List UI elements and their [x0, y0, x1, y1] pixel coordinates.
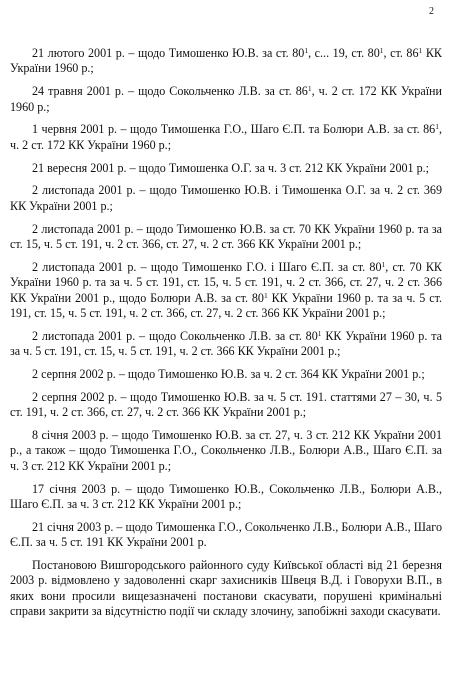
paragraph-text: 2 листопада 2001 р. – щодо Тимошенко Ю.В. за ст. 70 КК України 1960 р. та за ст. 15, ч. 5 ст. 191, ч. 2 ст. 366, ст. 27, ч. 2 ст. 366 КК України 2001 р.;: [10, 221, 442, 252]
paragraph: [10, 390, 442, 421]
paragraph: [10, 183, 442, 214]
paragraph-text: , ч. 2 ст. 172 КК України 1960 р.;: [10, 122, 442, 152]
superscript: 1: [381, 259, 386, 269]
paragraph-text: 2 листопада 2001 р. – щодо Тимошенко Ю.В. і Тимошенка О.Г. за ч. 2 ст. 369 КК України 2001 р.;: [10, 183, 442, 213]
paragraph-text: , ч. 2 ст. 172 КК України 1960 р.;: [10, 84, 442, 114]
paragraph: [10, 329, 442, 360]
superscript: 1: [263, 290, 268, 300]
superscript: 1: [317, 328, 322, 338]
paragraph: [10, 84, 442, 115]
paragraph: [10, 482, 442, 513]
paragraph-text: , ст. 86: [383, 46, 419, 60]
paragraph: [10, 46, 442, 77]
paragraph: [10, 558, 442, 620]
paragraph-text: 17 січня 2003 р. – щодо Тимошенко Ю.В., Сокольченко Л.В., Болюри А.В., Шаго Є.П. за ч. 3 ст. 212 КК України 2001 р.;: [10, 481, 442, 512]
superscript: 1: [418, 46, 423, 55]
superscript: 1: [435, 122, 439, 132]
paragraph-text: , ст. 70 КК України 1960 р. та за ч. 5 ст. 191, ст. 15, ч. 5 ст. 191, ч. 2 ст. 366, ст. 27, ч. 2 ст. 366 КК України 2001 р., щодо Болюри А.В. за ст. 80: [10, 259, 442, 305]
paragraph: [10, 428, 442, 474]
paragraph: [10, 260, 442, 322]
paragraph-text: 21 лютого 2001 р. – щодо Тимошенко Ю.В. за ст. 80: [32, 46, 305, 60]
paragraph-text: КК України 1960 р.;: [10, 46, 442, 76]
paragraph-text: 2 серпня 2002 р. – щодо Тимошенко Ю.В. за ч. 5 ст. 191. статтями 27 – 30, ч. 5 ст. 191, ч. 2 ст. 366, ст. 27, ч. 2 ст. 366 КК України 2001 р.;: [10, 389, 442, 420]
paragraph-text: КК України 1960 р. та за ч. 5 ст. 191, ст. 15, ч. 5 ст. 191, ч. 2 ст. 366 КК України 2001 р.;: [10, 328, 442, 359]
paragraph: [10, 520, 442, 551]
paragraph: [10, 122, 442, 153]
superscript: 1: [307, 84, 312, 94]
superscript: 1: [379, 46, 384, 55]
paragraph-text: 24 травня 2001 р. – щодо Сокольченко Л.В. за ст. 86: [32, 84, 308, 99]
paragraph-text: 2 листопада 2001 р. – щодо Сокольченко Л.В. за ст. 80: [32, 328, 318, 343]
paragraph-text: Постановою Вишгородського районного суду Київської області від 21 березня 2003 р. відмовлено у задоволенні скарг захисників Швеця В.Д. і Говорухи В.П., в яких вони просили вищезазначені постанови скасувати, порушені кримінальні справи закрити за відсутністю події чи складу злочину, запобіжні заходи скасувати.: [10, 558, 442, 619]
paragraph-text: , с... 19, ст. 80: [308, 46, 380, 60]
superscript: 1: [304, 46, 309, 55]
paragraph-text: 21 вересня 2001 р. – щодо Тимошенка О.Г. за ч. 3 ст. 212 КК України 2001 р.;: [32, 160, 430, 175]
paragraph: [10, 367, 442, 382]
paragraph-text: КК України 1960 р. та за ч. 5 ст. 191, ст. 15, ч. 5 ст. 191, ч. 2 ст. 366, ст. 27, ч. 2 ст. 366 КК України 2001 р.;: [10, 290, 443, 321]
paragraph-text: 8 січня 2003 р. – щодо Тимошенко Ю.В. за ст. 27, ч. 3 ст. 212 КК України 2001 р., а також – щодо Тимошенка Г.О., Сокольченко Л.В., Болюри А.В., Шаго Є.П. за ч. 3 ст. 212 КК України 2001 р.;: [10, 428, 442, 473]
document-body: [10, 46, 442, 620]
paragraph: [10, 222, 442, 253]
page-number: 2: [429, 6, 434, 17]
paragraph-text: 2 листопада 2001 р. – щодо Тимошенко Г.О. і Шаго Є.П. за ст. 80: [32, 259, 382, 274]
paragraph-text: 21 січня 2003 р. – щодо Тимошенка Г.О., Сокольченко Л.В., Болюри А.В., Шаго Є.П. за ч. 5 ст. 191 КК України 2001 р.: [10, 519, 442, 550]
paragraph-text: 2 серпня 2002 р. – щодо Тимошенко Ю.В. за ч. 2 ст. 364 КК України 2001 р.;: [32, 367, 425, 382]
paragraph-text: 1 червня 2001 р. – щодо Тимошенка Г.О., Шаго Є.П. та Болюри А.В. за ст. 86: [32, 122, 436, 137]
paragraph: [10, 161, 442, 176]
